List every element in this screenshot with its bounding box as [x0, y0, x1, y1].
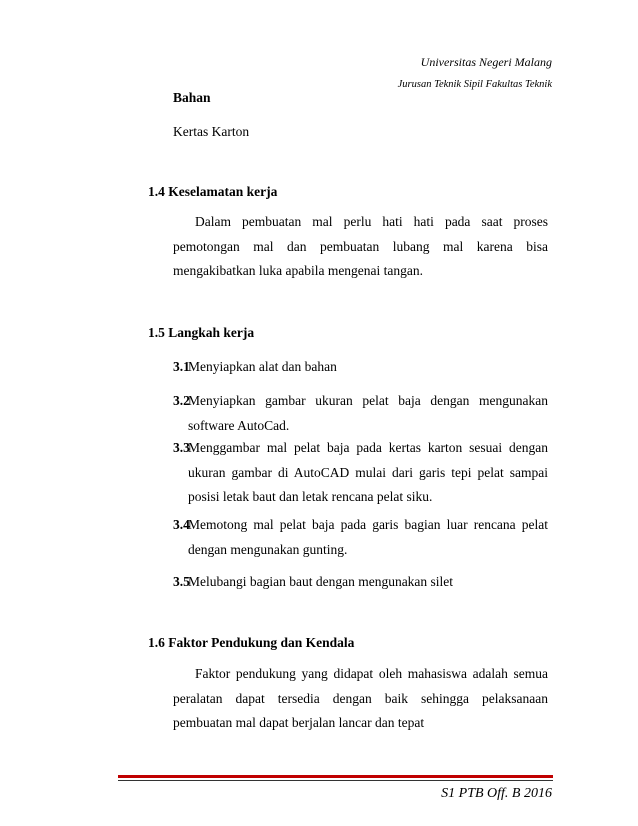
- step-item: [173, 513, 548, 562]
- section-1-6-heading: 1.6 Faktor Pendukung dan Kendala: [148, 635, 355, 650]
- step-item: [173, 436, 548, 510]
- step-number: 3.1: [173, 359, 190, 374]
- section-1-6-paragraph-text: Faktor pendukung yang didapat oleh mahasiswa adalah semua peralatan dapat tersedia dengan baik sehingga pelaksanaan pembuatan mal dapat berjalan lancar dan tepat: [173, 666, 548, 730]
- bahan-heading: Bahan: [173, 90, 211, 105]
- step-number: 3.4: [173, 517, 190, 532]
- section-1-4-paragraph: [173, 210, 548, 284]
- header-university: Universitas Negeri Malang: [420, 55, 552, 69]
- step-text: Memotong mal pelat baja pada garis bagian luar rencana pelat dengan mengunakan gunting.: [188, 517, 548, 557]
- footer-thin-rule: [118, 780, 553, 781]
- footer-text: S1 PTB Off. B 2016: [441, 786, 552, 801]
- step-text: Menggambar mal pelat baja pada kertas karton sesuai dengan ukuran gambar di AutoCAD mulai dari garis tepi pelat sampai posisi letak baut dan letak rencana pelat siku.: [188, 440, 548, 504]
- step-number: 3.3: [173, 440, 190, 455]
- step-text: Menyiapkan gambar ukuran pelat baja dengan mengunakan software AutoCad.: [188, 393, 548, 433]
- step-text: Melubangi bagian baut dengan mengunakan silet: [188, 574, 454, 589]
- step-item: [173, 355, 548, 380]
- header-department: Jurusan Teknik Sipil Fakultas Teknik: [397, 79, 552, 90]
- step-item: [173, 389, 548, 438]
- step-number: 3.5: [173, 574, 190, 589]
- section-1-4-paragraph-text: Dalam pembuatan mal perlu hati hati pada saat proses pemotongan mal dan pembuatan lubang mal karena bisa mengakibatkan luka apabila mengenai tangan.: [173, 214, 548, 278]
- step-text: Menyiapkan alat dan bahan: [188, 359, 337, 374]
- step-number: 3.2: [173, 393, 190, 408]
- section-1-6-paragraph: [173, 662, 548, 736]
- footer-red-rule: [118, 775, 553, 778]
- bahan-item: Kertas Karton: [173, 124, 250, 139]
- section-1-4-heading: 1.4 Keselamatan kerja: [148, 184, 278, 199]
- section-1-5-heading: 1.5 Langkah kerja: [148, 325, 255, 340]
- step-item: [173, 570, 548, 595]
